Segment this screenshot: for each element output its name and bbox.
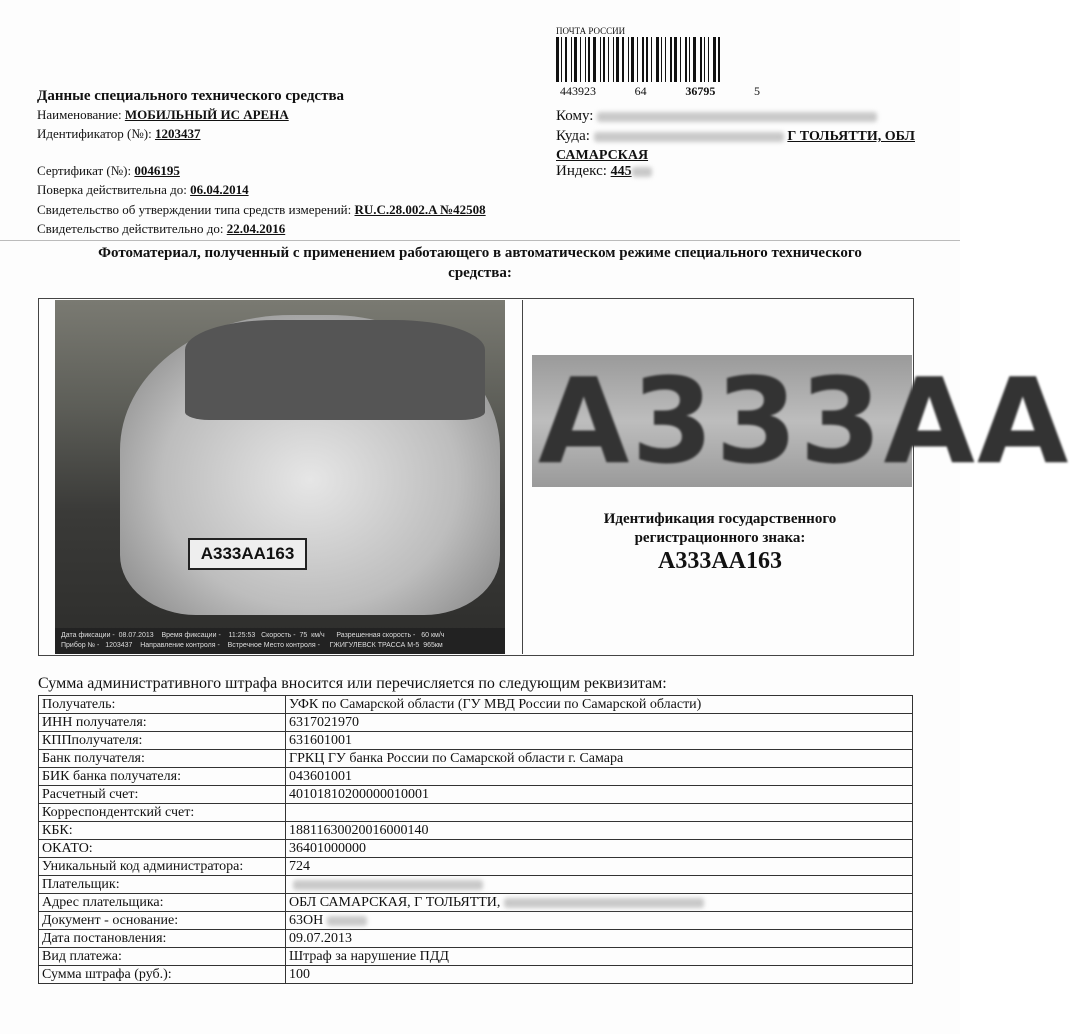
label: Кому: — [556, 108, 594, 124]
value-text: 6317021970 — [289, 715, 359, 730]
barcode-bar — [565, 37, 567, 82]
barcode-bar — [628, 37, 629, 82]
car-windshield — [185, 320, 485, 420]
code: 36795 — [685, 84, 716, 98]
payment-table — [38, 695, 913, 984]
index: 445 — [610, 164, 632, 179]
plate-crop — [532, 352, 1070, 490]
ident-value: А333АА163 — [658, 548, 782, 574]
barcode-bar — [680, 37, 681, 82]
code: 5 — [753, 84, 760, 98]
label-text: Корреспондентский счет: — [42, 805, 195, 820]
value-text: 63ОН — [289, 913, 324, 928]
table-row — [39, 966, 913, 984]
row-label — [39, 966, 286, 984]
barcode-bar — [603, 37, 605, 82]
row-value — [286, 876, 913, 894]
device-name-line — [37, 105, 289, 124]
row-value — [286, 804, 913, 822]
value-text: ОБЛ САМАРСКАЯ, Г ТОЛЬЯТТИ, — [289, 895, 501, 910]
row-value — [286, 714, 913, 732]
cert-line — [37, 161, 180, 180]
photo-heading: Фотоматериал, полученный с применением работающего в автоматическом режиме специального технического средства: — [98, 245, 862, 281]
row-label — [39, 822, 286, 840]
table-row — [39, 930, 913, 948]
value-text: 043601001 — [289, 769, 352, 784]
table-row — [39, 768, 913, 786]
row-label — [39, 786, 286, 804]
barcode-bar — [700, 37, 702, 82]
device-id: 1203437 — [154, 126, 201, 141]
barcode-bar — [708, 37, 709, 82]
barcode-bar — [646, 37, 648, 82]
row-value — [286, 822, 913, 840]
value-text: 724 — [289, 859, 310, 874]
barcode-bar — [593, 37, 596, 82]
row-label — [39, 732, 286, 750]
barcode-bar — [571, 37, 572, 82]
photo-caption — [55, 628, 505, 654]
row-label — [39, 840, 286, 858]
value-text: 631601001 — [289, 733, 352, 748]
barcode-bar — [608, 37, 609, 82]
row-label — [39, 804, 286, 822]
car-plate: А333АА163 — [188, 538, 307, 570]
row-value — [286, 768, 913, 786]
barcode-digits — [560, 84, 760, 99]
valid-date: 22.04.2016 — [226, 221, 286, 236]
approval-number: RU.C.28.002.A №42508 — [354, 202, 486, 217]
cert-number: 0046195 — [134, 163, 180, 178]
label-text: Документ - основание: — [42, 913, 179, 928]
check-date: 06.04.2014 — [190, 182, 249, 197]
row-value — [286, 894, 913, 912]
label-text: Сумма штрафа (руб.): — [42, 967, 172, 982]
row-value — [286, 732, 913, 750]
label: Наименование: — [37, 107, 122, 122]
row-value — [286, 966, 913, 984]
post-brand: ПОЧТА РОССИИ — [556, 26, 626, 36]
barcode-bar — [674, 37, 677, 82]
address: Г ТОЛЬЯТТИ, ОБЛ САМАРСКАЯ — [556, 129, 915, 163]
table-row — [39, 804, 913, 822]
barcode-bar — [561, 37, 562, 82]
label-text: Плательщик: — [42, 877, 120, 892]
value-text: 09.07.2013 — [289, 931, 352, 946]
value-text: УФК по Самарской области (ГУ МВД России по Самарской области) — [289, 697, 702, 712]
row-value — [286, 858, 913, 876]
row-value — [286, 840, 913, 858]
label-text: КБК: — [42, 823, 73, 838]
plate-crop-text: А333АА — [538, 352, 1070, 490]
barcode-bar — [600, 37, 601, 82]
table-row — [39, 876, 913, 894]
table-row — [39, 840, 913, 858]
barcode-bar — [693, 37, 696, 82]
label-text: БИК банка получателя: — [42, 769, 181, 784]
row-label — [39, 750, 286, 768]
code: 443923 — [560, 84, 596, 98]
payment-heading: Сумма административного штрафа вносится или перечисляется по следующим реквизитам: — [38, 675, 667, 692]
divider — [522, 300, 523, 654]
barcode-bar — [588, 37, 590, 82]
label: Идентификатор (№): — [37, 126, 152, 141]
row-value — [286, 786, 913, 804]
ident-label: Идентификация государственного регистрационного знака: — [603, 511, 837, 546]
table-row — [39, 696, 913, 714]
barcode-bar — [580, 37, 581, 82]
device-name: МОБИЛЬНЫЙ ИС АРЕНА — [124, 107, 289, 122]
value-text: 40101810200000010001 — [289, 787, 429, 802]
table-row — [39, 786, 913, 804]
row-label — [39, 876, 286, 894]
redacted — [504, 898, 704, 908]
row-value — [286, 696, 913, 714]
label-text: Банк получателя: — [42, 751, 145, 766]
label: Куда: — [556, 128, 590, 144]
where-line — [556, 127, 936, 165]
value-text: Штраф за нарушение ПДД — [289, 949, 449, 964]
barcode-bar — [642, 37, 644, 82]
barcode-bar — [631, 37, 634, 82]
redacted — [594, 132, 784, 142]
check-line — [37, 180, 249, 199]
barcode-bar — [651, 37, 652, 82]
label: Свидетельство действительно до: — [37, 221, 224, 236]
caption-line: Прибор № - 1203437 Направление контроля - Встречное Место контроля - ГЖИГУЛЕВСК ТРАССА М-5 965км — [61, 642, 443, 649]
label-text: Адрес плательщика: — [42, 895, 164, 910]
table-row — [39, 948, 913, 966]
barcode-bar — [556, 37, 559, 82]
row-label — [39, 912, 286, 930]
caption-line: Дата фиксации - 08.07.2013 Время фиксации - 11:25:53 Скорость - 75 км/ч Разрешенная скорость - 60 км/ч — [61, 632, 445, 639]
barcode-bar — [718, 37, 720, 82]
barcode-bar — [613, 37, 614, 82]
table-row — [39, 714, 913, 732]
table-row — [39, 732, 913, 750]
row-label — [39, 894, 286, 912]
index-line — [556, 163, 652, 180]
label-text: Дата постановления: — [42, 931, 167, 946]
barcode-bar — [665, 37, 666, 82]
value-text: 36401000000 — [289, 841, 366, 856]
table-row — [39, 912, 913, 930]
label-text: Уникальный код администратора: — [42, 859, 244, 874]
row-label — [39, 930, 286, 948]
label: Свидетельство об утверждении типа средств измерений: — [37, 202, 352, 217]
valid-line — [37, 219, 285, 238]
label-text: Получатель: — [42, 697, 116, 712]
barcode-bar — [689, 37, 690, 82]
row-value — [286, 912, 913, 930]
label: Сертификат (№): — [37, 163, 132, 178]
barcode-bar — [622, 37, 624, 82]
label: Индекс: — [556, 163, 607, 179]
row-label — [39, 768, 286, 786]
row-label — [39, 696, 286, 714]
barcode-bar — [685, 37, 687, 82]
car-photo — [55, 300, 505, 654]
redacted — [597, 112, 877, 122]
barcode-bar — [670, 37, 672, 82]
row-value — [286, 948, 913, 966]
barcode-bar — [656, 37, 659, 82]
value-text: 18811630020016000140 — [289, 823, 429, 838]
row-label — [39, 948, 286, 966]
label-text: Расчетный счет: — [42, 787, 139, 802]
device-id-line — [37, 124, 200, 143]
to-line — [556, 108, 877, 125]
divider — [0, 240, 960, 241]
table-row — [39, 858, 913, 876]
redacted — [632, 167, 652, 177]
value-text: 100 — [289, 967, 310, 982]
row-value — [286, 930, 913, 948]
device-heading: Данные специального технического средства — [37, 88, 345, 104]
table-row — [39, 822, 913, 840]
table-row — [39, 750, 913, 768]
redacted — [327, 916, 367, 926]
label-text: ОКАТО: — [42, 841, 93, 856]
barcode-bar — [574, 37, 577, 82]
barcode — [556, 37, 726, 82]
barcode-bar — [637, 37, 638, 82]
barcode-bar — [704, 37, 705, 82]
label: Поверка действительна до: — [37, 182, 187, 197]
label-text: Вид платежа: — [42, 949, 122, 964]
barcode-bar — [661, 37, 662, 82]
barcode-bar — [713, 37, 716, 82]
redacted — [293, 880, 483, 890]
label-text: ИНН получателя: — [42, 715, 147, 730]
value-text: ГРКЦ ГУ банка России по Самарской области г. Самара — [289, 751, 624, 766]
table-row — [39, 894, 913, 912]
barcode-bar — [585, 37, 586, 82]
barcode-bar — [616, 37, 619, 82]
label-text: КППполучателя: — [42, 733, 143, 748]
code: 64 — [634, 84, 647, 98]
row-label — [39, 714, 286, 732]
row-value — [286, 750, 913, 768]
approval-line — [37, 200, 486, 219]
row-label — [39, 858, 286, 876]
